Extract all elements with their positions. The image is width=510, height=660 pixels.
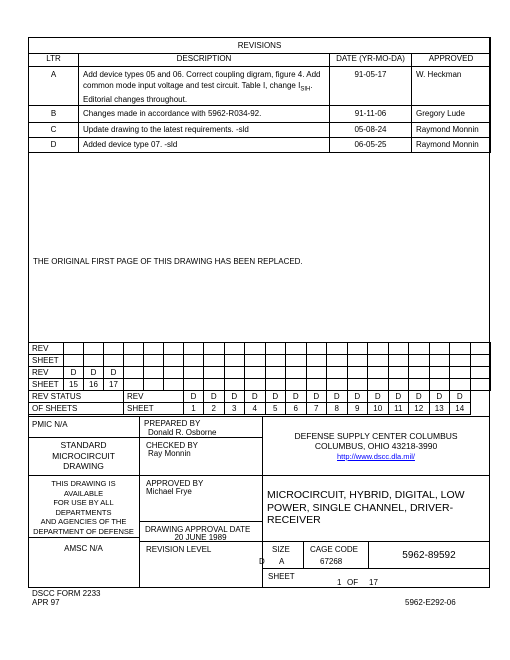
rev-status-label: REV STATUS <box>29 391 124 403</box>
header-description: DESCRIPTION <box>79 54 330 67</box>
approved-by-label: APPROVED BY <box>146 479 204 488</box>
rev-row-continuation: REV D D D <box>29 367 491 379</box>
revision-row-a: A Add device types 05 and 06. Correct coupling digram, figure 4. Add common mode input voltage and test circuit. Table I, change $I_{SIH}$. Editorial changes throughout. 91-05-17 W. Heckman <box>29 67 491 106</box>
form-number: DSCC FORM 2233 <box>32 589 101 598</box>
revision-row-b: B Changes made in accordance with 5962-R034-92. 91-11-06 Gregory Lude <box>29 106 491 123</box>
drawing-number: 5962-89592 <box>402 550 456 561</box>
of-sheets-label: OF SHEETS <box>29 403 124 415</box>
size-label: SIZE <box>272 545 290 554</box>
rev-label: REV <box>29 343 64 355</box>
sheet-row-continuation: SHEET 15 16 17 <box>29 379 491 391</box>
revision-row-c: C Update drawing to the latest requirements. -sld 05-08-24 Raymond Monnin <box>29 123 491 138</box>
prepared-by-label: PREPARED BY <box>144 419 201 428</box>
sheet-number-cell: 14 <box>450 403 471 415</box>
sheet-number-cell: 12 <box>409 403 430 415</box>
rev-status-row <box>29 391 491 403</box>
sheet-label: SHEET <box>268 572 295 581</box>
document-code: 5962-E292-06 <box>405 598 456 607</box>
revisions-table <box>28 37 491 153</box>
sheet-number-cell: 3 <box>224 403 245 415</box>
sheet-number-cell: 13 <box>429 403 450 415</box>
approval-date: 20 JUNE 1989 <box>174 533 227 542</box>
rev-status-cell: D <box>184 391 204 403</box>
amsc-label: AMSC N/A <box>64 544 103 553</box>
header-date: DATE (YR-MO-DA) <box>330 54 412 67</box>
revision-row-d: D Added device type 07. -sld 06-05-25 Raymond Monnin <box>29 138 491 153</box>
sheet-number-cell: 11 <box>388 403 409 415</box>
checked-by-label: CHECKED BY <box>146 441 199 450</box>
cage-code-value: 67268 <box>320 557 343 566</box>
sheet-number-cell: 6 <box>286 403 307 415</box>
sheet-row-top <box>29 355 491 367</box>
sheet-number-cell: 5 <box>265 403 286 415</box>
rev-status-cell: D <box>327 391 348 403</box>
standard-microcircuit-drawing: STANDARD MICROCIRCUIT DRAWING <box>52 440 115 471</box>
pmic-label: PMIC N/A <box>32 420 68 429</box>
cage-code-label: CAGE CODE <box>310 545 359 554</box>
rev-status-cell: D <box>204 391 225 403</box>
sheet-number-cell: 4 <box>245 403 266 415</box>
revision-level-label: REVISION LEVEL <box>146 545 212 554</box>
dscc-address: DEFENSE SUPPLY CENTER COLUMBUS COLUMBUS, OHIO 43218-3990 http://www.dscc.dla.mil/ <box>294 431 458 461</box>
rev-word: REV <box>124 391 184 403</box>
approved-by-name: Michael Frye <box>146 487 192 496</box>
sheet-number-cell: 10 <box>368 403 389 415</box>
sheet-number-cell: 7 <box>306 403 327 415</box>
replaced-note: THE ORIGINAL FIRST PAGE OF THIS DRAWING HAS BEEN REPLACED. <box>33 257 303 266</box>
header-approved: APPROVED <box>412 54 491 67</box>
rev-status-cell: D <box>450 391 471 403</box>
rev-status-cell: D <box>388 391 409 403</box>
rev-status-cell: D <box>224 391 245 403</box>
availability-statement: THIS DRAWING IS AVAILABLE FOR USE BY ALL DEPARTMENTS AND AGENCIES OF THE DEPARTMENT OF DEFENSE <box>33 479 134 536</box>
sheet-number-cell: 9 <box>347 403 368 415</box>
size-value: A <box>279 557 285 566</box>
sheet-number: 1 <box>337 578 342 587</box>
rev-row-top <box>29 343 491 355</box>
sheet-label: SHEET <box>29 379 64 391</box>
sheet-word: SHEET <box>124 403 184 415</box>
form-date: APR 97 <box>32 598 60 607</box>
rev-status-cell: D <box>245 391 266 403</box>
revisions-title: REVISIONS <box>29 38 491 54</box>
checked-by-name: Ray Monnin <box>148 449 191 458</box>
sheet-number-cell: 1 <box>184 403 204 415</box>
rev-status-cell: D <box>409 391 430 403</box>
revision-level: D <box>259 557 265 566</box>
rev-status-cell: D <box>286 391 307 403</box>
revision-status-grid <box>28 342 491 415</box>
rev-status-cell: D <box>347 391 368 403</box>
sheet-number-cell: 2 <box>204 403 225 415</box>
sheet-total: 17 <box>369 578 378 587</box>
rev-status-cell: D <box>306 391 327 403</box>
prepared-by-name: Donald R. Osborne <box>148 428 217 437</box>
sheet-of: OF <box>347 578 359 587</box>
header-ltr: LTR <box>29 54 79 67</box>
drawing-title: MICROCIRCUIT, HYBRID, DIGITAL, LOW POWER, SINGLE CHANNEL, DRIVER- RECEIVER <box>267 489 465 526</box>
sheet-number-cell: 8 <box>327 403 348 415</box>
rev-status-cell: D <box>368 391 389 403</box>
of-sheets-row <box>29 403 491 415</box>
dscc-website-link[interactable]: http://www.dscc.dla.mil/ <box>337 452 415 461</box>
approval-date-label: DRAWING APPROVAL DATE <box>145 525 251 534</box>
rev-status-cell: D <box>429 391 450 403</box>
sheet-label: SHEET <box>29 355 64 367</box>
rev-status-cell: D <box>265 391 286 403</box>
rev-label: REV <box>29 367 64 379</box>
